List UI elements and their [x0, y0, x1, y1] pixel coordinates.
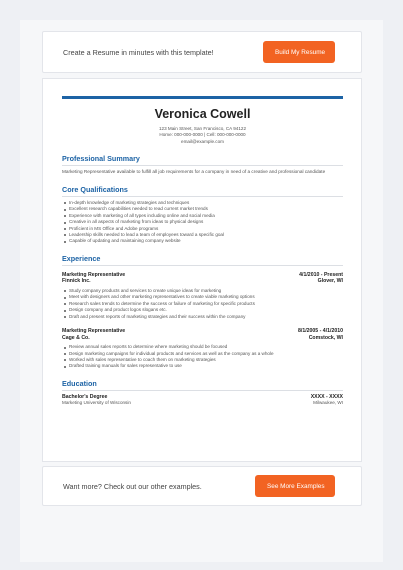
education-degree: Bachelor's Degree — [62, 393, 108, 400]
job-duties-list — [62, 288, 343, 320]
section-divider — [62, 265, 343, 266]
top-banner-text: Create a Resume in minutes with this template! — [63, 47, 214, 57]
header-rule — [62, 96, 343, 99]
see-more-examples-button[interactable]: See More Examples — [255, 475, 335, 497]
contact-phones: Home: 000-000-0000 | Cell: 000-000-0000 — [159, 132, 246, 138]
top-banner — [42, 31, 362, 73]
section-divider — [62, 165, 343, 166]
section-title-summary: Professional Summary — [62, 154, 140, 164]
list-item: Creative in all aspects of marketing from ideas to physical designs — [62, 219, 343, 225]
list-item: Proficient in MS Office and Adobe programs — [62, 226, 343, 232]
job-dates: 4/1/2010 - Present — [299, 271, 343, 278]
job-entry — [62, 328, 343, 370]
education-dates: XXXX - XXXX — [310, 393, 343, 400]
list-item: Design company and product logos slogans etc. — [62, 307, 343, 313]
education-location: Milwaukee, WI — [313, 400, 343, 406]
job-duties-list — [62, 344, 343, 370]
candidate-name: Veronica Cowell — [154, 107, 251, 121]
education-entry — [62, 394, 343, 407]
section-divider — [62, 390, 343, 391]
list-item: Study company products and services to create unique ideas for marketing — [62, 288, 343, 294]
list-item: Capable of updating and maintaining company website — [62, 238, 343, 244]
list-item: Design marketing campaigns for individual products and services as well as the company as a whole — [62, 351, 343, 357]
contact-address: 123 Main Street, San Francisco, CA 94122 — [158, 126, 247, 131]
job-role: Marketing Representative — [62, 328, 126, 335]
list-item: Leadership skills needed to lead a team of employees toward a specific goal — [62, 232, 343, 238]
list-item: Excellent research capabilities needed to read current market trends — [62, 206, 343, 212]
list-item: Experience with marketing of all types including online and social media — [62, 213, 343, 219]
contact-block — [62, 126, 343, 145]
job-location: Glover, WI — [317, 278, 343, 285]
section-divider — [62, 196, 343, 197]
job-entry — [62, 272, 343, 320]
job-location: Comstock, WI — [308, 334, 343, 341]
section-title-qualifications: Core Qualifications — [62, 185, 128, 195]
section-title-education: Education — [62, 378, 97, 388]
list-item: Research sales trends to determine the success or failure of marketing for specific products — [62, 301, 343, 307]
bottom-banner-text: Want more? Check out our other examples. — [63, 481, 202, 491]
job-company: Cage & Co. — [62, 334, 90, 341]
list-item: Worked with sales representative to coach them on marketing strategies — [62, 357, 343, 363]
education-school: Marketing University of Wisconsin — [62, 400, 131, 406]
list-item: In-depth knowledge of marketing strategies and techniques — [62, 200, 343, 206]
list-item: Draft and present reports of marketing strategies and their success within the company — [62, 314, 343, 320]
job-company: Finnick Inc. — [62, 278, 91, 285]
build-resume-button[interactable]: Build My Resume — [263, 41, 335, 63]
qualifications-list — [62, 200, 343, 245]
summary-text: Marketing Representative available to fulfill all job requirements for a company in need of a creative and professional candidate — [62, 169, 326, 175]
section-title-experience: Experience — [62, 253, 101, 263]
bottom-banner — [42, 466, 362, 506]
list-item: Meet with designers and other marketing representatives to create viable marketing options — [62, 294, 343, 300]
job-dates: 8/1/2005 - 4/1/2010 — [298, 328, 343, 335]
resume-document — [42, 78, 362, 462]
list-item: Review annual sales reports to determine where marketing should be focused — [62, 344, 343, 350]
job-role: Marketing Representative — [62, 271, 126, 278]
list-item: Drafted training manuals for sales representative to use — [62, 363, 343, 369]
contact-email: email@example.com — [181, 138, 224, 144]
